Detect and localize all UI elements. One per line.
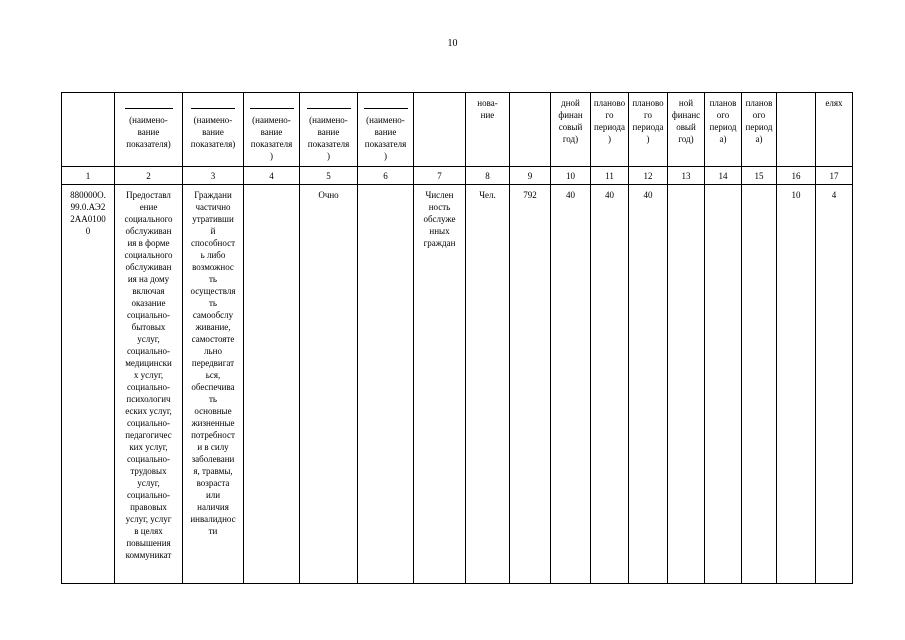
registry-code-cell: 880000О. 99.0.АЭ2 2АА0100 0 (62, 185, 115, 584)
column-number: 15 (742, 167, 777, 185)
column-number: 8 (466, 167, 510, 185)
fee-first-plan-year-cell (705, 185, 742, 584)
table-row (62, 185, 853, 584)
recipient-category-cell: Граждани частично утративши й способност ь либо возможнос ть осуществля ть самообслу живание, самостояте льно передвигат ься, обеспечива ть основные жизненные потребност и в силу заболевани я, травмы, возраста или наличия инвалиднос ти (183, 185, 244, 584)
indicator-table (61, 92, 853, 584)
header-cell-11: планово го периода ) (591, 93, 629, 167)
column-number: 11 (591, 167, 629, 185)
column-number: 2 (115, 167, 183, 185)
column-number-row (62, 167, 853, 185)
header-cell-2: (наимено- вание показателя) (115, 93, 183, 167)
service-form-cell: Очно (300, 185, 358, 584)
header-cell-9 (510, 93, 551, 167)
header-cell-14: планов ого период а) (705, 93, 742, 167)
page-number: 10 (447, 38, 458, 49)
indicator-cell-4 (244, 185, 300, 584)
fee-second-plan-year-cell (742, 185, 777, 584)
header-cell-12: планово го периода ) (629, 93, 668, 167)
value-current-year-cell: 40 (551, 185, 591, 584)
okei-code-cell: 792 (510, 185, 551, 584)
deviation-percent-cell: 10 (777, 185, 816, 584)
header-cell-17: елях (816, 93, 853, 167)
column-number: 16 (777, 167, 816, 185)
column-number: 5 (300, 167, 358, 185)
value-second-plan-year-cell: 40 (629, 185, 668, 584)
header-cell-15: планов ого период а) (742, 93, 777, 167)
header-cell-16 (777, 93, 816, 167)
header-cell-7 (414, 93, 466, 167)
deviation-absolute-cell: 4 (816, 185, 853, 584)
column-number: 13 (668, 167, 705, 185)
header-row (62, 93, 853, 167)
indicator-cell-6 (358, 185, 414, 584)
fee-current-year-cell (668, 185, 705, 584)
header-cell-1 (62, 93, 115, 167)
column-number: 9 (510, 167, 551, 185)
column-number: 1 (62, 167, 115, 185)
column-number: 17 (816, 167, 853, 185)
header-cell-4: (наимено- вание показателя ) (244, 93, 300, 167)
column-number: 10 (551, 167, 591, 185)
column-number: 7 (414, 167, 466, 185)
indicator-name-cell: Числен ность обслуже нных граждан (414, 185, 466, 584)
value-first-plan-year-cell: 40 (591, 185, 629, 584)
column-number: 3 (183, 167, 244, 185)
header-cell-5: (наимено- вание показателя ) (300, 93, 358, 167)
header-cell-3: (наимено- вание показателя) (183, 93, 244, 167)
column-number: 6 (358, 167, 414, 185)
column-number: 12 (629, 167, 668, 185)
column-number: 14 (705, 167, 742, 185)
column-number: 4 (244, 167, 300, 185)
header-cell-6: (наимено- вание показателя ) (358, 93, 414, 167)
unit-name-cell: Чел. (466, 185, 510, 584)
header-cell-13: ной финанс овый год) (668, 93, 705, 167)
service-content-cell: Предоставл ение социального обслуживан ия в форме социального обслуживан ия на дому включая оказание социально- бытовых услуг, социально- медицински х услуг, социально- психологич еских услуг, социально- педагогичес ких услуг, социально- трудовых услуг, социально- правовых услуг, услуг в целях повышения коммуникат (115, 185, 183, 584)
header-cell-8: нова- ние (466, 93, 510, 167)
header-cell-10: дной финан совый год) (551, 93, 591, 167)
